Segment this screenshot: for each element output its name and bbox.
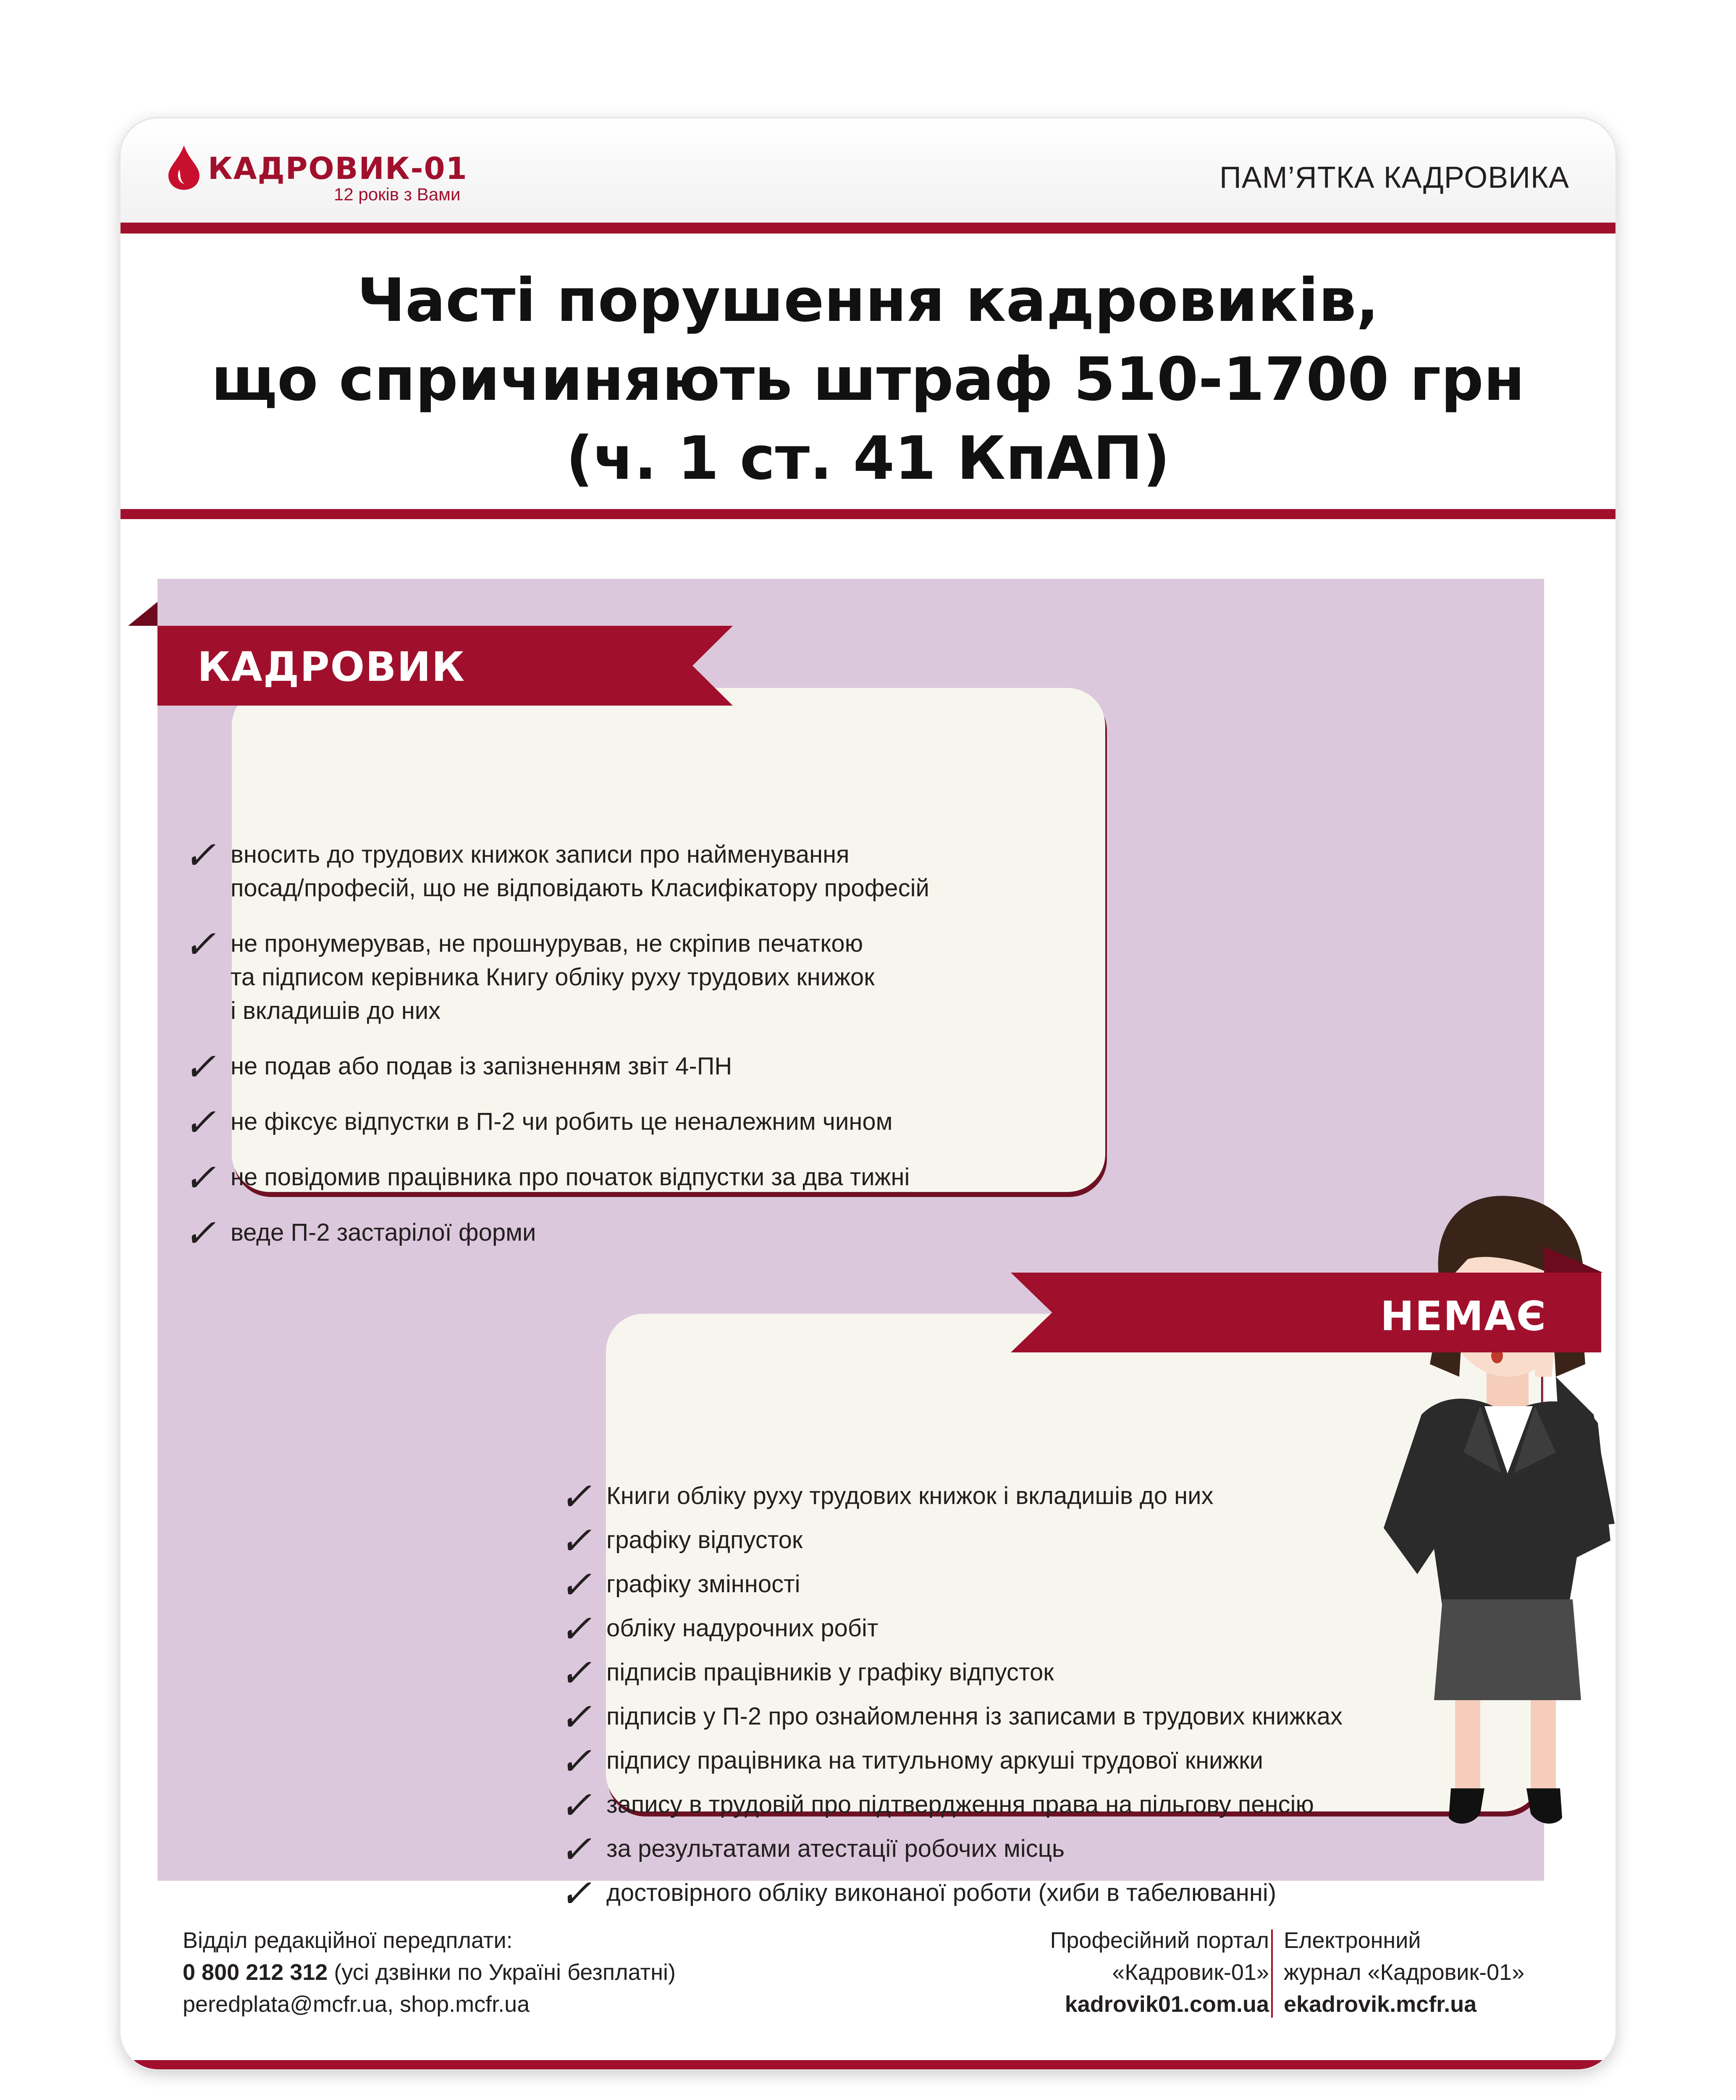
list-item: ✓ за результатами атестації робочих місць [559, 1827, 1065, 1872]
header-divider [121, 223, 1615, 234]
list-item: ✓ графіку змінності [559, 1562, 800, 1607]
checkmark-icon: ✓ [559, 1871, 592, 1916]
checkmark-icon: ✓ [184, 1211, 216, 1256]
checkmark-icon: ✓ [559, 1695, 592, 1740]
checkmark-icon: ✓ [184, 1155, 216, 1200]
title-divider [121, 509, 1615, 519]
subscription-label: Відділ редакційної передплати: [183, 1928, 513, 1953]
checkmark-icon: ✓ [559, 1739, 592, 1784]
flame-drop-logo-icon [167, 144, 201, 191]
ribbon-fold-left [128, 602, 157, 626]
header-bar [121, 118, 1615, 223]
journal-line-1: Електронний [1284, 1928, 1421, 1953]
section2-heading: НЕМАЄ [1380, 1293, 1547, 1340]
footer-bottom-line [121, 2060, 1615, 2069]
checkmark-icon: ✓ [184, 1100, 216, 1145]
footer-separator [1271, 1929, 1273, 2018]
list-item: ✓ підпису працівника на титульному аркуші трудової книжки [559, 1739, 1264, 1784]
list-item: ✓ обліку надурочних робіт [559, 1606, 878, 1651]
logo-tagline: 12 років з Вами [334, 184, 461, 204]
portal-line-1: Професійний портал [1050, 1928, 1269, 1953]
checkmark-icon: ✓ [559, 1518, 592, 1563]
phone-note: (усі дзвінки по Україні безплатні) [328, 1960, 676, 1985]
phone-line [183, 1956, 676, 1988]
checkmark-icon: ✓ [559, 1651, 592, 1696]
list-item: ✓ веде П-2 застарілої форми [184, 1211, 536, 1256]
list-item: ✓ запису в трудовій про підтвердження права на пільгову пенсію [559, 1783, 1314, 1828]
title-line-2: що спричиняють штраф 510-1700 грн [211, 345, 1525, 414]
list-item: ✓ не повідомив працівника про початок відпустки за два тижні [184, 1155, 910, 1200]
footer [121, 1924, 1615, 2069]
checkmark-icon: ✓ [559, 1783, 592, 1828]
logo-name: КАДРОВИК-01 [208, 151, 468, 186]
list-item: ✓ підписів працівників у графіку відпусток [559, 1651, 1054, 1696]
journal-line-2: журнал «Кадровик-01» [1284, 1960, 1525, 1985]
list-item: ✓ вносить до трудових книжок записи про найменування посад/професій, що не відповідають Класифікатору професій [184, 833, 929, 902]
page-title [121, 261, 1615, 498]
checkmark-icon: ✓ [184, 833, 216, 878]
title-line-3: (ч. 1 ст. 41 КпАП) [566, 424, 1170, 493]
list-item: ✓ достовірного обліку виконаної роботи (хиби в табелюванні) [559, 1871, 1277, 1916]
missing-docs-list [559, 1474, 1525, 1920]
memo-card [121, 118, 1615, 2069]
checkmark-icon: ✓ [559, 1474, 592, 1519]
phone-number[interactable]: 0 800 212 312 [183, 1960, 328, 1985]
section1-heading: КАДРОВИК [197, 643, 466, 690]
journal-link[interactable]: ekadrovik.mcfr.ua [1284, 1992, 1477, 2017]
list-item: ✓ графіку відпусток [559, 1518, 803, 1563]
checkmark-icon: ✓ [184, 922, 216, 967]
list-item: ✓ не пронумерував, не прошнурував, не скріпив печаткою та підписом керівника Книгу обліку руху трудових книжок і вкладишів до них [184, 922, 875, 1024]
portal-info [1050, 1924, 1269, 2020]
checkmark-icon: ✓ [559, 1562, 592, 1607]
list-item: ✓ Книги обліку руху трудових книжок і вкладишів до них [559, 1474, 1214, 1519]
section-label: ПАМ’ЯТКА КАДРОВИКА [1219, 161, 1569, 194]
title-line-1: Часті порушення кадровиків, [357, 266, 1379, 335]
list-item: ✓ не фіксує відпустки в П-2 чи робить це неналежним чином [184, 1100, 893, 1145]
portal-line-2: «Кадровик-01» [1112, 1960, 1269, 1985]
checkmark-icon: ✓ [559, 1827, 592, 1872]
email-links[interactable]: peredplata@mcfr.ua, shop.mcfr.ua [183, 1992, 530, 2017]
subscription-contacts [183, 1924, 676, 2020]
checkmark-icon: ✓ [184, 1045, 216, 1089]
list-item: ✓ підписів у П-2 про ознайомлення із записами в трудових книжках [559, 1695, 1343, 1740]
checkmark-icon: ✓ [559, 1606, 592, 1651]
violations-list [184, 833, 1065, 1271]
journal-info [1284, 1924, 1524, 2020]
list-item: ✓ не подав або подав із запізненням звіт 4-ПН [184, 1045, 732, 1089]
portal-link[interactable]: kadrovik01.com.ua [1065, 1992, 1269, 2017]
